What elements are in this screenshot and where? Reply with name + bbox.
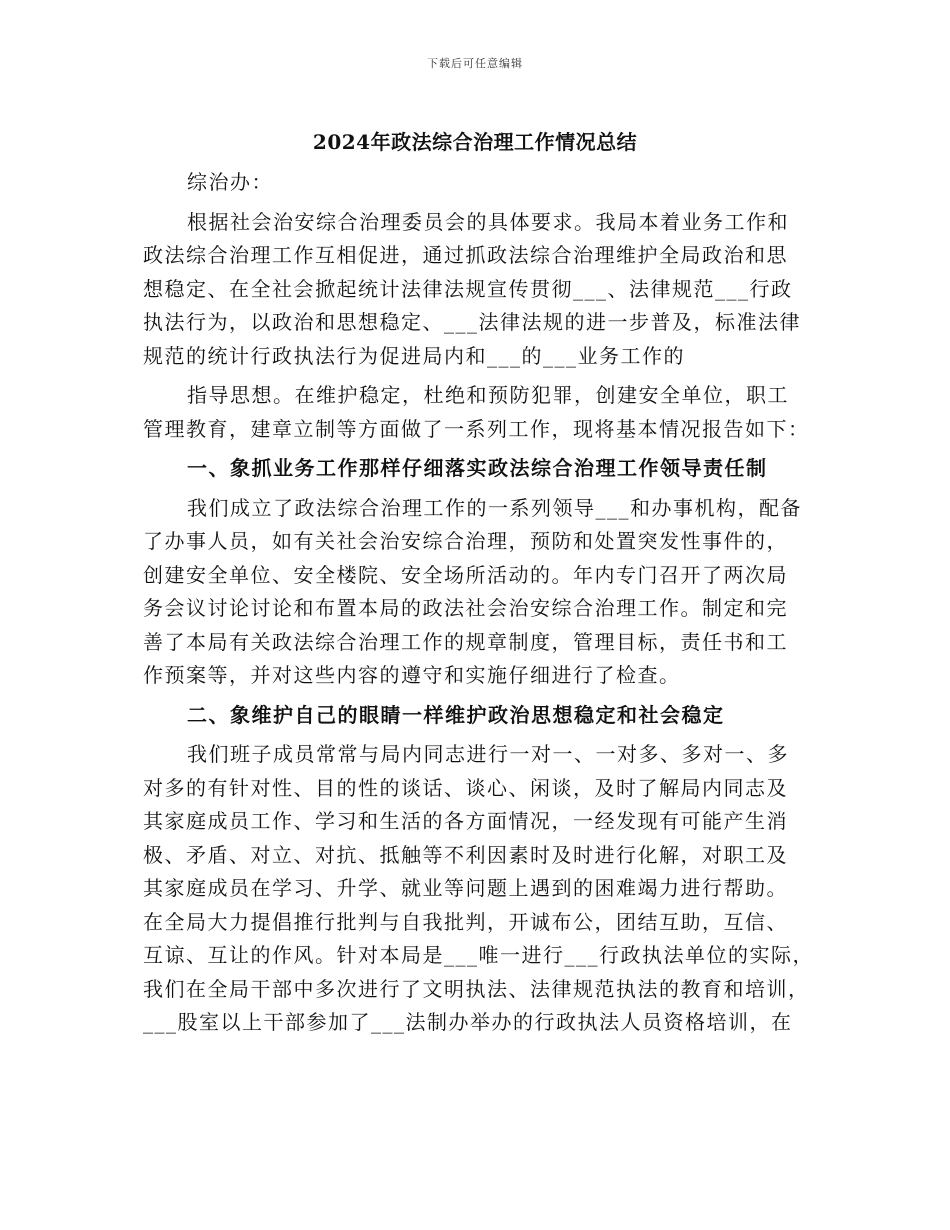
paragraph-line: ___股室以上干部参加了___法制办举办的行政执法人员资格培训，在 [143,1010,793,1034]
paragraph-line: 了办事人员，如有关社会治安综合治理，预防和处置突发性事件的， [143,529,788,553]
paragraph-line: 对多的有针对性、目的性的谈话、谈心、闲谈，及时了解局内同志及 [143,775,788,800]
section-heading-2: 二、象维护自己的眼睛一样维护政治思想稳定和社会稳定 [187,702,725,727]
paragraph-line: 根据社会治安综合治理委员会的具体要求。我局本着业务工作和 [187,209,789,234]
paragraph-line: 指导思想。在维护稳定，杜绝和预防犯罪，创建安全单位，职工 [187,383,789,407]
page-header-note: 下载后可任意编辑 [427,57,523,70]
paragraph-line: 规范的统计行政执法行为促进局内和___的___业务工作的 [143,343,685,368]
document-body [143,166,814,1046]
paragraph-line: 务会议讨论讨论和布置本局的政法社会治安综合治理工作。制定和完 [143,596,788,620]
paragraph-line: 互谅、互让的作风。针对本局是___唯一进行___行政执法单位的实际， [143,943,814,967]
paragraph-line: 极、矛盾、对立、对抗、抵触等不利因素时及时进行化解，对职工及 [143,842,788,867]
paragraph-section-1 [143,492,807,693]
paragraph-guiding-ideas [143,379,810,446]
paragraph-line: 作预案等，并对这些内容的遵守和实施仔细进行了检查。 [143,663,681,687]
paragraph-line: 其家庭成员工作、学习和生活的各方面情况，一经发现有可能产生消 [143,809,788,833]
paragraph-line: 善了本局有关政法综合治理工作的规章制度，管理目标，责任书和工 [143,629,788,654]
section-heading-1: 一、象抓业务工作那样仔细落实政法综合治理工作领导责任制 [187,456,768,480]
paragraph-line: 我们成立了政法综合治理工作的一系列领导___和办事机构，配备 [187,495,802,520]
paragraph-line: 执法行为，以政治和思想稳定、___法律法规的进一步普及，标准法律 [143,310,801,334]
paragraph-line: 我们在全局干部中多次进行了文明执法、法律规范执法的教育和培训， [143,976,810,1001]
paragraph-line: 其家庭成员在学习、升学、就业等问题上遇到的困难竭力进行帮助。 [143,876,788,900]
paragraph-line: 在全局大力提倡推行批判与自我批判，开诚布公，团结互助，互信、 [143,909,788,934]
document-title: 2024年政法综合治理工作情况总结 [312,130,638,154]
paragraph-line: 想稳定、在全社会掀起统计法律法规宣传贯彻___、法律规范___行政 [143,276,793,301]
paragraph-section-2 [143,738,814,1040]
paragraph-line: 我们班子成员常常与局内同志进行一对一、一对多、多对一、多 [187,742,789,766]
salutation: 综治办： [187,170,273,194]
paragraph-line: 管理教育，建章立制等方面做了一系列工作，现将基本情况报告如下： [143,416,810,441]
paragraph-line: 政法综合治理工作互相促进，通过抓政法综合治理维护全局政治和思 [143,243,788,267]
paragraph-intro [143,206,807,374]
paragraph-line: 创建安全单位、安全楼院、安全场所活动的。年内专门召开了两次局 [143,562,788,587]
